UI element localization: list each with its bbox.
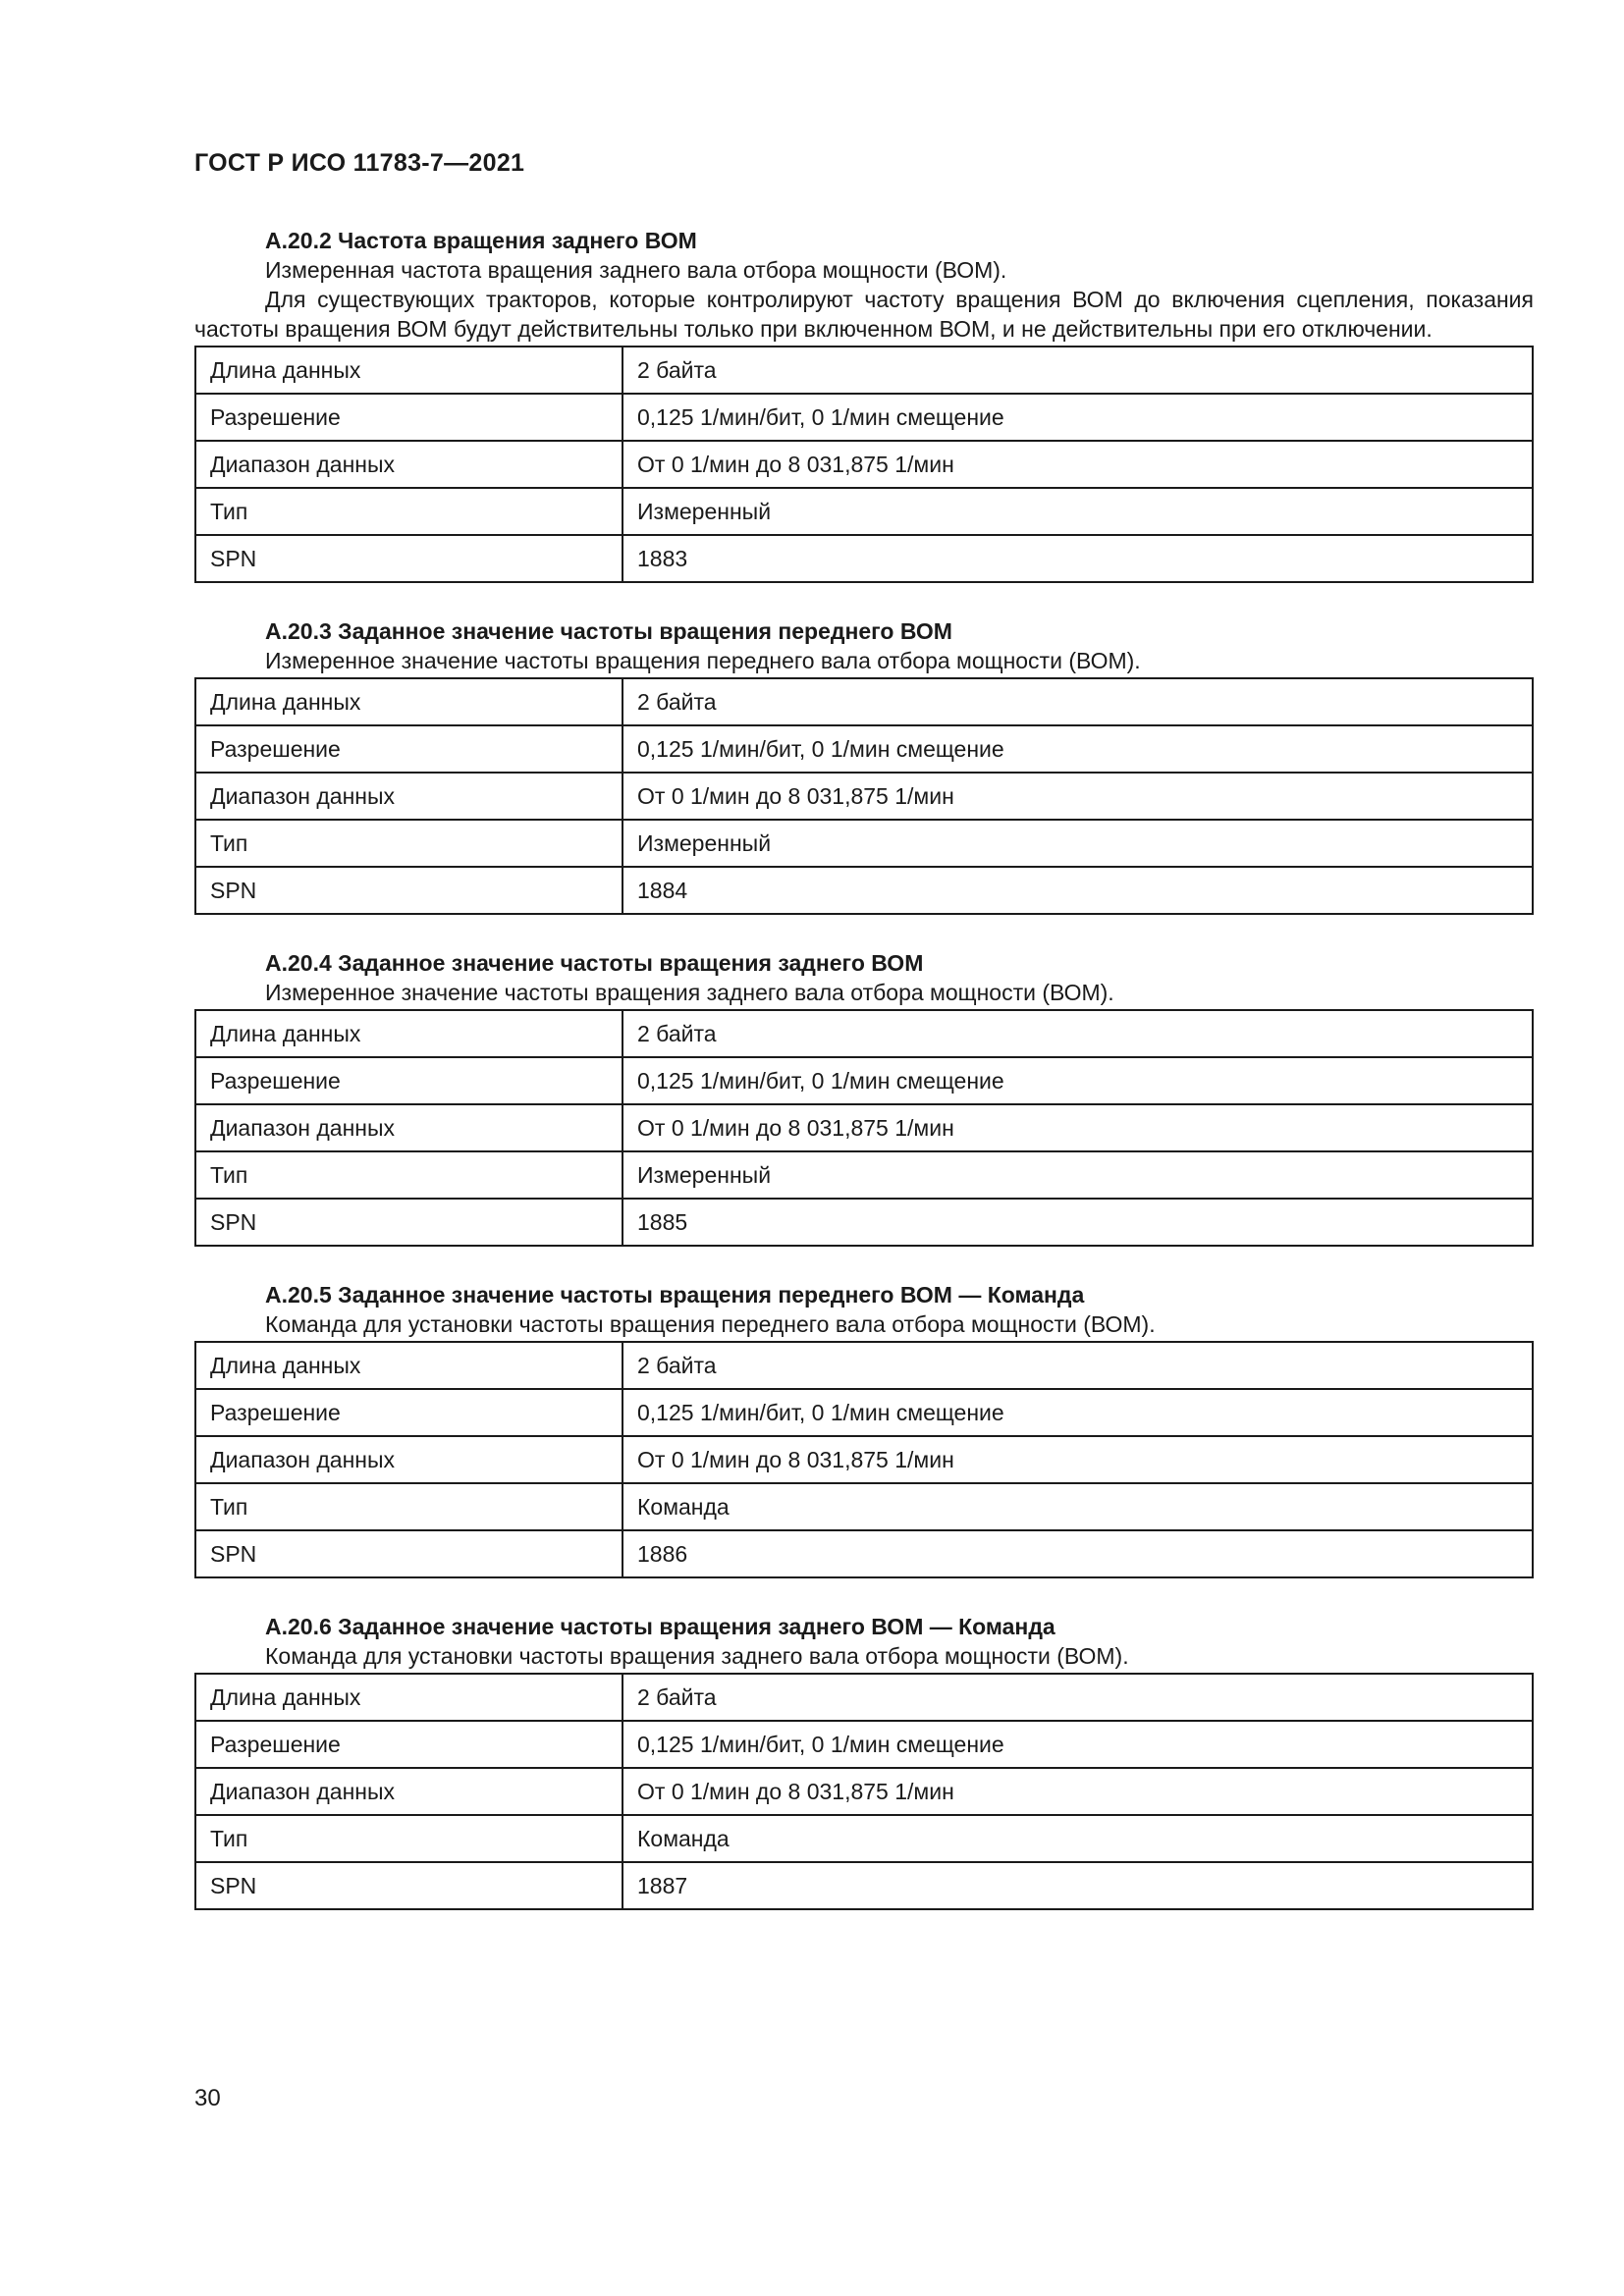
section-a-20-4 [194,948,1534,1247]
section-paragraph: Измеренное значение частоты вращения переднего вала отбора мощности (ВОМ). [265,648,1141,673]
row-value: 1884 [623,867,1533,914]
row-label: SPN [195,535,623,582]
row-value: 1885 [623,1199,1533,1246]
row-label: Диапазон данных [195,1768,623,1815]
row-label: Разрешение [195,394,623,441]
table-row [195,1815,1533,1862]
row-value: 0,125 1/мин/бит, 0 1/мин смещение [623,1057,1533,1104]
table-row [195,1721,1533,1768]
table-row [195,1389,1533,1436]
row-label: Длина данных [195,1342,623,1389]
row-label: Разрешение [195,1057,623,1104]
row-label: SPN [195,867,623,914]
section-a-20-2 [194,226,1534,583]
page-number: 30 [194,2085,221,2111]
table-row [195,1010,1533,1057]
document-header: ГОСТ Р ИСО 11783-7—2021 [194,149,525,177]
row-value: От 0 1/мин до 8 031,875 1/мин [623,1104,1533,1151]
section-title: A.20.5 Заданное значение частоты вращения переднего ВОМ — Команда [265,1282,1085,1308]
spec-table [194,346,1534,583]
section-a-20-5 [194,1280,1534,1578]
section-paragraph: Команда для установки частоты вращения переднего вала отбора мощности (ВОМ). [265,1311,1156,1337]
row-value: 0,125 1/мин/бит, 0 1/мин смещение [623,1721,1533,1768]
row-value: Команда [623,1815,1533,1862]
section-title: A.20.6 Заданное значение частоты вращения заднего ВОМ — Команда [265,1614,1056,1639]
section-title: A.20.4 Заданное значение частоты вращения заднего ВОМ [265,950,924,976]
row-label: SPN [195,1199,623,1246]
row-label: Диапазон данных [195,773,623,820]
row-value: 2 байта [623,1010,1533,1057]
row-label: Диапазон данных [195,441,623,488]
table-row [195,347,1533,394]
section-a-20-3 [194,616,1534,915]
row-value: 0,125 1/мин/бит, 0 1/мин смещение [623,725,1533,773]
section-title: A.20.2 Частота вращения заднего ВОМ [265,228,697,253]
row-value: 2 байта [623,678,1533,725]
table-row [195,1104,1533,1151]
row-value: 2 байта [623,1674,1533,1721]
row-value: 2 байта [623,1342,1533,1389]
section-paragraph: Команда для установки частоты вращения заднего вала отбора мощности (ВОМ). [265,1643,1129,1669]
table-row [195,1151,1533,1199]
spec-table [194,1673,1534,1910]
table-row [195,535,1533,582]
row-label: Тип [195,1151,623,1199]
table-row [195,1862,1533,1909]
row-value: Измеренный [623,488,1533,535]
row-value: 0,125 1/мин/бит, 0 1/мин смещение [623,394,1533,441]
row-value: Измеренный [623,1151,1533,1199]
section-paragraph: Измеренное значение частоты вращения заднего вала отбора мощности (ВОМ). [265,980,1114,1005]
row-label: Длина данных [195,1674,623,1721]
row-value: От 0 1/мин до 8 031,875 1/мин [623,441,1533,488]
row-value: 2 байта [623,347,1533,394]
spec-table [194,677,1534,915]
table-row [195,1674,1533,1721]
table-row [195,1342,1533,1389]
document-body [194,226,1534,1944]
table-row [195,1436,1533,1483]
row-label: Тип [195,1815,623,1862]
row-value: От 0 1/мин до 8 031,875 1/мин [623,773,1533,820]
table-row [195,867,1533,914]
row-value: Команда [623,1483,1533,1530]
row-value: 1883 [623,535,1533,582]
table-row [195,1768,1533,1815]
table-row [195,1483,1533,1530]
table-row [195,678,1533,725]
row-label: Тип [195,1483,623,1530]
spec-table [194,1009,1534,1247]
section-paragraph: Для существующих тракторов, которые контролируют частоту вращения ВОМ до включения сцепления, показания частоты вращения ВОМ будут действительны только при включенном ВОМ, и не действительны при его отключении. [194,287,1534,342]
row-label: Диапазон данных [195,1436,623,1483]
row-label: SPN [195,1862,623,1909]
row-label: Диапазон данных [195,1104,623,1151]
table-row [195,441,1533,488]
row-label: Разрешение [195,1721,623,1768]
spec-table [194,1341,1534,1578]
row-label: Тип [195,820,623,867]
row-value: Измеренный [623,820,1533,867]
row-value: 1887 [623,1862,1533,1909]
row-value: От 0 1/мин до 8 031,875 1/мин [623,1436,1533,1483]
section-title: A.20.3 Заданное значение частоты вращения переднего ВОМ [265,618,952,644]
section-paragraph: Измеренная частота вращения заднего вала отбора мощности (ВОМ). [265,257,1007,283]
row-label: Разрешение [195,1389,623,1436]
row-label: Тип [195,488,623,535]
row-value: 0,125 1/мин/бит, 0 1/мин смещение [623,1389,1533,1436]
table-row [195,773,1533,820]
table-row [195,488,1533,535]
row-label: Длина данных [195,1010,623,1057]
row-label: SPN [195,1530,623,1577]
table-row [195,1530,1533,1577]
table-row [195,394,1533,441]
table-row [195,1057,1533,1104]
row-value: От 0 1/мин до 8 031,875 1/мин [623,1768,1533,1815]
table-row [195,725,1533,773]
table-row [195,820,1533,867]
row-value: 1886 [623,1530,1533,1577]
row-label: Длина данных [195,678,623,725]
table-row [195,1199,1533,1246]
row-label: Длина данных [195,347,623,394]
row-label: Разрешение [195,725,623,773]
section-a-20-6 [194,1612,1534,1910]
